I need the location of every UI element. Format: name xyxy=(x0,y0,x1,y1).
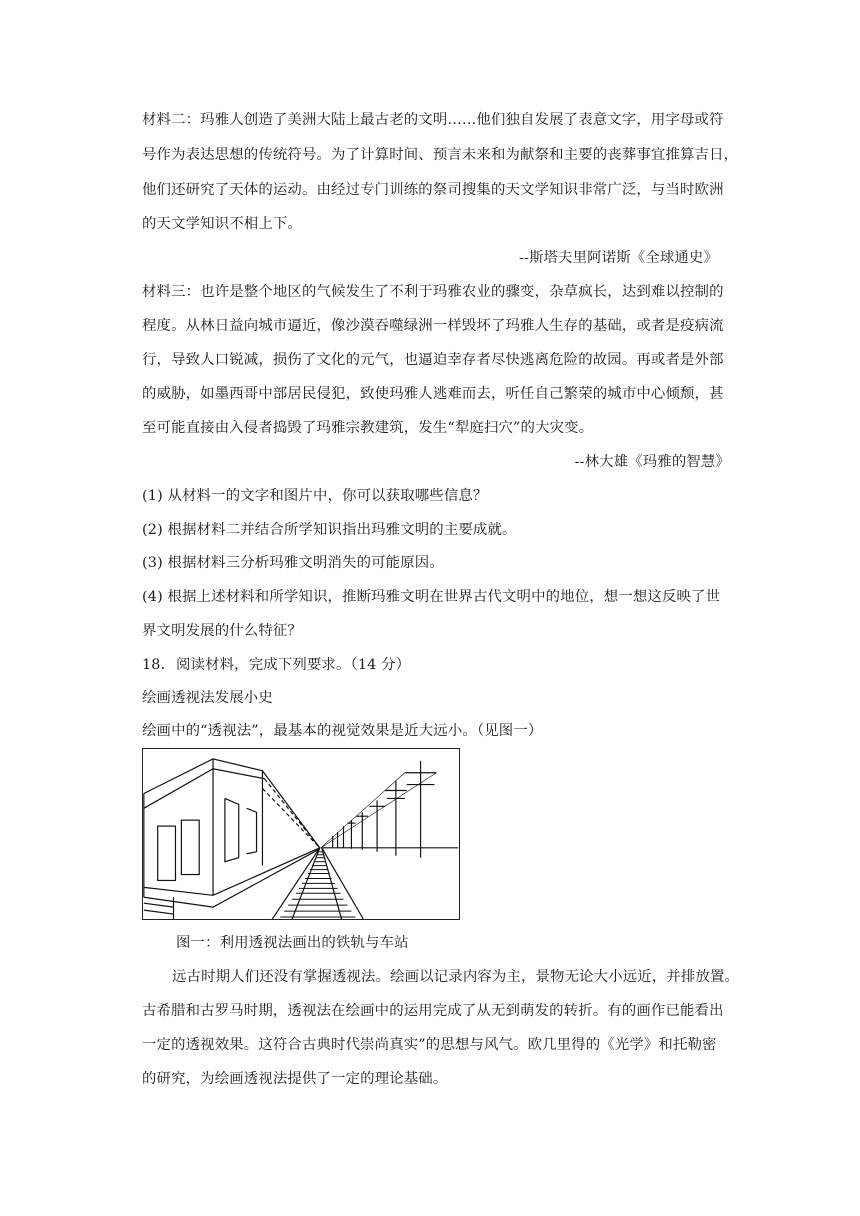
question-1: (1) 从材料一的文字和图片中，你可以获取哪些信息？ xyxy=(142,488,488,504)
question-4-line-1: (4) 根据上述材料和所学知识，推断玛雅文明在世界古代文明中的地位，想一想这反映了世 xyxy=(142,589,721,605)
q18-para-line-2: 古希腊和古罗马时期，透视法在绘画中的运用完成了从无到萌发的转折。有的画作已能看出 xyxy=(142,1003,724,1019)
q18-heading xyxy=(142,655,752,675)
material2-line-1: 材料二：玛雅人创造了美洲大陆上最古老的文明……他们独自发展了表意文字，用字母或符 xyxy=(142,112,724,128)
material2-line-2: 号作为表达思想的传统符号。为了计算时间、预言未来和为献祭和主要的丧葬事宜推算吉日， xyxy=(142,147,739,163)
q18-subtitle: 绘画透视法发展小史 xyxy=(142,690,273,706)
q18-para-line-1: 远古时期人们还没有掌握透视法。绘画以记录内容为主，景物无论大小远近，并排放置。 xyxy=(172,969,740,985)
question-4-line-2: 界文明发展的什么特征？ xyxy=(142,623,302,639)
q18-para-line-4: 的研究，为绘画透视法提供了一定的理论基础。 xyxy=(142,1071,448,1087)
question-2: (2) 根据材料二并结合所学知识指出玛雅文明的主要成就。 xyxy=(142,522,517,538)
q18-number: 18. xyxy=(142,657,166,673)
material3-line-1: 材料三：也许是整个地区的气候发生了不利于玛雅农业的骤变，杂草疯长，达到难以控制的 xyxy=(142,284,724,300)
material3-line-2: 程度。从林日益向城市逼近，像沙漠吞噬绿洲一样毁坏了玛雅人生存的基础，或者是疫病流 xyxy=(142,318,724,334)
material2-line-3: 他们还研究了天体的运动。由经过专门训练的祭司搜集的天文学知识非常广泛，与当时欧洲 xyxy=(142,182,724,198)
figure-caption: 图一：利用透视法画出的铁轨与车站 xyxy=(176,935,409,951)
material3-source: --林大雄《玛雅的智慧》 xyxy=(574,454,730,470)
material3-line-3: 行，导致人口锐减，损伤了文化的元气，也逼迫幸存者尽快逃离危险的故园。再或者是外部 xyxy=(142,352,724,368)
material2-line-4: 的天文学知识不相上下。 xyxy=(142,216,302,232)
q18-para-line-3: 一定的透视效果。这符合古典时代崇尚真实”的思想与风气。欧几里得的《光学》和托勒密 xyxy=(142,1037,717,1053)
material2-source: --斯塔夫里阿诺斯《全球通史》 xyxy=(518,250,718,266)
q18-intro: 绘画中的“透视法”，最基本的视觉效果是近大远小。（见图一） xyxy=(142,723,543,739)
q18-text: 阅读材料，完成下列要求。（14 分） xyxy=(176,657,411,673)
perspective-drawing xyxy=(143,749,459,919)
question-3: (3) 根据材料三分析玛雅文明消失的可能原因。 xyxy=(142,555,444,571)
material3-line-5: 至可能直接由入侵者捣毁了玛雅宗教建筑，发生“犁庭扫穴”的大灾变。 xyxy=(142,420,594,436)
figure-perspective-railway xyxy=(142,748,460,920)
material3-line-4: 的威胁，如墨西哥中部居民侵犯，致使玛雅人逃难而去，听任自己繁荣的城市中心倾颓，甚 xyxy=(142,386,724,402)
